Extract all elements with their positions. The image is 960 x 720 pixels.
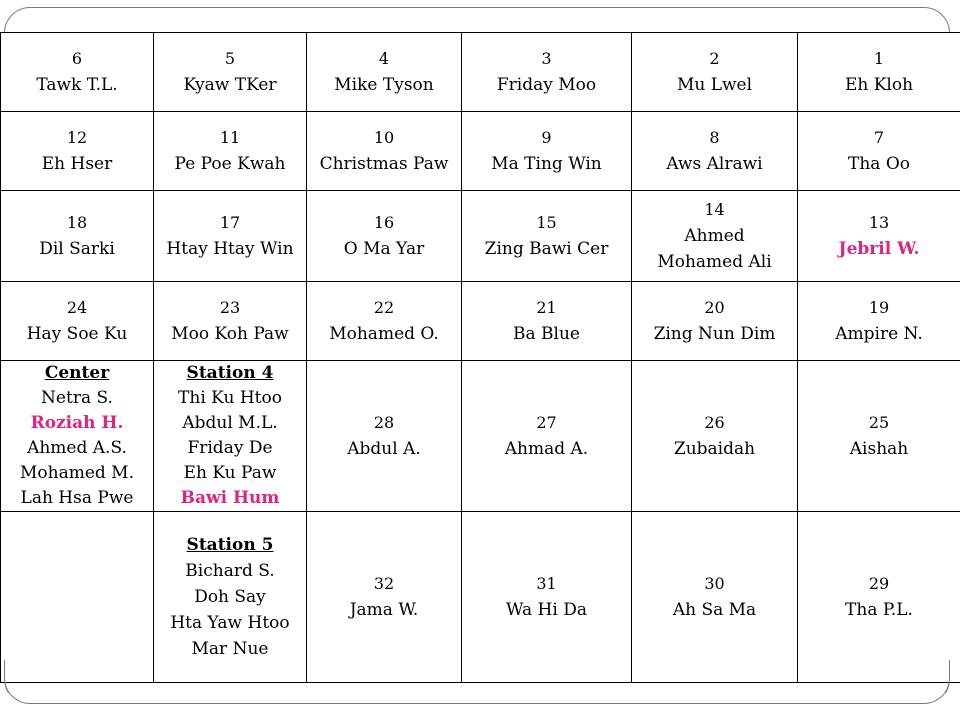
seat-number: 30 — [704, 574, 725, 593]
seat-number: 1 — [873, 49, 885, 68]
seat-number: 11 — [219, 128, 241, 147]
seat-cell — [632, 282, 798, 361]
seat-cell — [307, 112, 462, 191]
seat-cell — [1, 282, 154, 361]
seat-number: 14 — [704, 200, 725, 219]
seat-number: 18 — [66, 213, 88, 232]
seat-cell — [632, 33, 798, 112]
seat-number: 20 — [704, 298, 725, 317]
group-member: Thi Ku Htoo — [178, 388, 282, 408]
seat-name: Ahmad A. — [504, 439, 589, 459]
seating-chart — [0, 32, 960, 683]
group-member: Doh Say — [194, 587, 266, 607]
group-member: Hta Yaw Htoo — [170, 613, 290, 633]
seat-row — [1, 282, 960, 361]
seat-name: Tawk T.L. — [36, 75, 118, 95]
seat-name: Abdul A. — [347, 439, 421, 459]
seat-name: Zing Nun Dim — [653, 324, 776, 344]
seat-cell — [462, 282, 632, 361]
seat-cell — [462, 361, 632, 512]
group-member: Mar Nue — [191, 639, 269, 659]
group-member: Mohamed M. — [19, 463, 134, 483]
seat-number: 32 — [373, 574, 395, 593]
seat-cell — [798, 191, 960, 282]
seat-cell — [462, 512, 632, 683]
seat-cell — [307, 282, 462, 361]
seat-number: 22 — [373, 298, 395, 317]
seat-number: 26 — [704, 413, 725, 432]
seat-name: Jama W. — [349, 600, 419, 620]
seat-cell — [632, 512, 798, 683]
seat-cell — [798, 361, 960, 512]
seat-cell — [632, 191, 798, 282]
seat-name: Friday Moo — [496, 75, 597, 95]
seat-number: 5 — [224, 49, 236, 68]
seat-name: Eh Hser — [41, 154, 113, 174]
seat-cell — [798, 512, 960, 683]
seat-cell — [154, 33, 307, 112]
seat-name-highlighted: Jebril W. — [838, 239, 920, 259]
seat-number: 21 — [536, 298, 557, 317]
group-member: Lah Hsa Pwe — [20, 488, 134, 508]
seat-number: 24 — [66, 298, 88, 317]
seat-number: 15 — [536, 213, 557, 232]
seat-name: Zing Bawi Cer — [484, 239, 609, 259]
empty-cell — [1, 512, 154, 683]
group-member: Bichard S. — [185, 561, 275, 581]
seat-number: 23 — [219, 298, 241, 317]
seat-row — [1, 112, 960, 191]
slide-frame-bottom — [4, 660, 950, 704]
seat-cell — [1, 33, 154, 112]
seat-number: 28 — [373, 413, 395, 432]
seat-name: Mike Tyson — [334, 75, 434, 95]
seat-number: 9 — [541, 128, 552, 147]
group-title: Center — [44, 363, 110, 383]
seat-name: Aishah — [849, 439, 909, 459]
seat-cell — [154, 191, 307, 282]
seat-number: 8 — [709, 128, 720, 147]
seat-number: 13 — [868, 213, 890, 232]
group-member-highlighted: Bawi Hum — [180, 488, 280, 508]
seat-cell — [462, 112, 632, 191]
group-title: Station 4 — [186, 363, 274, 383]
seat-cell — [307, 361, 462, 512]
seat-name: Tha Oo — [848, 154, 910, 174]
seat-name: Kyaw TKer — [183, 75, 277, 95]
seat-name: O Ma Yar — [343, 239, 425, 259]
seat-name: Ah Sa Ma — [672, 600, 757, 620]
seat-number: 19 — [868, 298, 890, 317]
seat-row — [1, 191, 960, 282]
seat-name: Moo Koh Paw — [171, 324, 289, 344]
seat-number: 29 — [868, 574, 890, 593]
seat-cell — [462, 33, 632, 112]
seat-cell — [632, 112, 798, 191]
seat-cell — [462, 191, 632, 282]
seat-row — [1, 512, 960, 683]
group-member: Netra S. — [41, 388, 113, 408]
seat-number: 25 — [868, 413, 890, 432]
seat-number: 2 — [709, 49, 720, 68]
seat-name: Zubaidah — [673, 439, 756, 459]
seat-name: Pe Poe Kwah — [174, 154, 286, 174]
seat-number: 27 — [536, 413, 557, 432]
seat-name: Tha P.L. — [845, 600, 913, 620]
seat-name: Mohamed O. — [329, 324, 439, 344]
group-member: Eh Ku Paw — [183, 463, 277, 483]
group-member-highlighted: Roziah H. — [30, 413, 124, 433]
seat-name: Wa Hi Da — [506, 600, 587, 620]
seat-number: 12 — [66, 128, 88, 147]
seat-row — [1, 33, 960, 112]
seat-name: Hay Soe Ku — [26, 324, 128, 344]
seat-cell — [1, 191, 154, 282]
seat-cell — [798, 282, 960, 361]
seat-name: Ampire N. — [835, 324, 923, 344]
seat-number: 6 — [71, 49, 83, 68]
seat-number: 7 — [873, 128, 885, 147]
seat-cell — [307, 33, 462, 112]
group-member: Friday De — [187, 438, 273, 458]
seat-number: 3 — [541, 49, 552, 68]
seat-name-line2: Mohamed Ali — [657, 252, 772, 272]
seat-number: 31 — [536, 574, 557, 593]
seat-name: Mu Lwel — [676, 75, 753, 95]
seat-name: Aws Alrawi — [666, 154, 763, 174]
seat-name: Christmas Paw — [319, 154, 449, 174]
seat-cell — [154, 112, 307, 191]
seat-number: 4 — [378, 49, 390, 68]
seat-cell — [798, 112, 960, 191]
station-5-group — [154, 512, 307, 683]
seat-number: 17 — [219, 213, 241, 232]
seat-number: 10 — [373, 128, 395, 147]
seat-name: Ahmed — [684, 226, 745, 246]
group-member: Ahmed A.S. — [27, 438, 127, 458]
center-group — [1, 361, 154, 512]
seat-name: Ba Blue — [513, 324, 580, 344]
station-4-group — [154, 361, 307, 512]
seat-cell — [798, 33, 960, 112]
seat-cell — [632, 361, 798, 512]
seat-cell — [1, 112, 154, 191]
seat-cell — [307, 512, 462, 683]
seat-name: Dil Sarki — [39, 239, 115, 259]
seat-row — [1, 361, 960, 512]
seat-name: Ma Ting Win — [491, 154, 602, 174]
seat-cell — [154, 282, 307, 361]
seat-number: 16 — [373, 213, 395, 232]
seat-name: Eh Kloh — [844, 75, 914, 95]
seat-cell — [307, 191, 462, 282]
group-title: Station 5 — [186, 535, 274, 555]
group-member: Abdul M.L. — [182, 413, 278, 433]
seat-name: Htay Htay Win — [166, 239, 294, 259]
